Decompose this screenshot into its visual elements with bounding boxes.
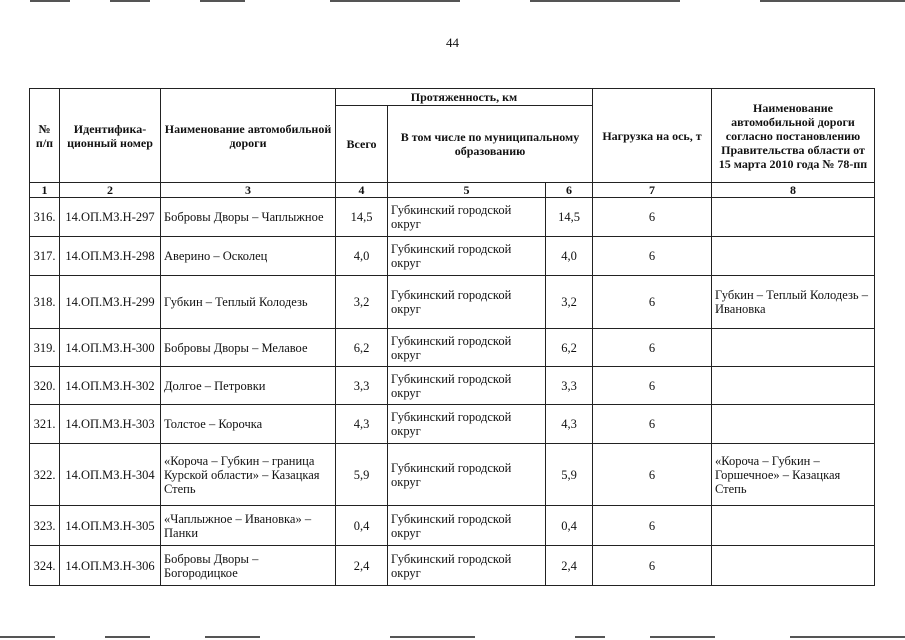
column-number: 7 bbox=[593, 183, 712, 198]
road-name-cell: Губкин – Теплый Колодезь bbox=[161, 276, 336, 329]
header-row bbox=[30, 89, 875, 106]
header-axle-load: Нагрузка на ось, т bbox=[593, 89, 712, 183]
scan-edge-line bbox=[205, 636, 260, 638]
road-name-cell: Бобровы Дворы – Чаплыжное bbox=[161, 198, 336, 237]
decree-name-cell bbox=[712, 329, 875, 367]
municipal-length-cell: 0,4 bbox=[546, 506, 593, 546]
scan-edge-line bbox=[30, 0, 70, 2]
header-decree-name: Наименование автомобильной дороги согласно постановлению Правительства области от 15 марта 2010 года № 78-пп bbox=[712, 89, 875, 183]
header-road-name: Наименование автомобильной дороги bbox=[161, 89, 336, 183]
total-length-cell: 4,3 bbox=[336, 405, 388, 444]
header-identifier: Идентифика-ционный номер bbox=[60, 89, 161, 183]
identifier-cell: 14.ОП.МЗ.Н-298 bbox=[60, 237, 161, 276]
decree-name-cell bbox=[712, 506, 875, 546]
road-name-cell: Бобровы Дворы – Богородицкое bbox=[161, 546, 336, 586]
scan-edge-line bbox=[110, 0, 150, 2]
scan-edge-line bbox=[330, 0, 460, 2]
identifier-cell: 14.ОП.МЗ.Н-297 bbox=[60, 198, 161, 237]
scan-edge-line bbox=[650, 636, 715, 638]
total-length-cell: 4,0 bbox=[336, 237, 388, 276]
total-length-cell: 14,5 bbox=[336, 198, 388, 237]
table-row bbox=[30, 444, 875, 506]
row-number-cell: 324. bbox=[30, 546, 60, 586]
municipal-length-cell: 2,4 bbox=[546, 546, 593, 586]
table-row bbox=[30, 237, 875, 276]
municipal-length-cell: 4,3 bbox=[546, 405, 593, 444]
road-name-cell: Аверино – Осколец bbox=[161, 237, 336, 276]
row-number-cell: 322. bbox=[30, 444, 60, 506]
column-number: 3 bbox=[161, 183, 336, 198]
scan-edge-line bbox=[105, 636, 150, 638]
scan-edge-line bbox=[790, 636, 905, 638]
column-number: 1 bbox=[30, 183, 60, 198]
axle-load-cell: 6 bbox=[593, 405, 712, 444]
axle-load-cell: 6 bbox=[593, 237, 712, 276]
table-row bbox=[30, 506, 875, 546]
table-row bbox=[30, 546, 875, 586]
axle-load-cell: 6 bbox=[593, 198, 712, 237]
scan-edge-line bbox=[575, 636, 605, 638]
road-name-cell: «Чаплыжное – Ивановка» – Панки bbox=[161, 506, 336, 546]
municipal-length-cell: 3,3 bbox=[546, 367, 593, 405]
road-name-cell: «Короча – Губкин – граница Курской области» – Казацкая Степь bbox=[161, 444, 336, 506]
axle-load-cell: 6 bbox=[593, 444, 712, 506]
axle-load-cell: 6 bbox=[593, 329, 712, 367]
column-number: 8 bbox=[712, 183, 875, 198]
scan-edge-line bbox=[530, 0, 680, 2]
municipality-cell: Губкинский городской округ bbox=[388, 276, 546, 329]
identifier-cell: 14.ОП.МЗ.Н-303 bbox=[60, 405, 161, 444]
row-number-cell: 318. bbox=[30, 276, 60, 329]
row-number-cell: 319. bbox=[30, 329, 60, 367]
municipal-length-cell: 6,2 bbox=[546, 329, 593, 367]
decree-name-cell: Губкин – Теплый Колодезь – Ивановка bbox=[712, 276, 875, 329]
roads-table bbox=[29, 88, 875, 586]
decree-name-cell bbox=[712, 367, 875, 405]
axle-load-cell: 6 bbox=[593, 276, 712, 329]
identifier-cell: 14.ОП.МЗ.Н-305 bbox=[60, 506, 161, 546]
municipality-cell: Губкинский городской округ bbox=[388, 405, 546, 444]
total-length-cell: 0,4 bbox=[336, 506, 388, 546]
table-row bbox=[30, 198, 875, 237]
municipality-cell: Губкинский городской округ bbox=[388, 367, 546, 405]
header-total: Всего bbox=[336, 106, 388, 183]
municipality-cell: Губкинский городской округ bbox=[388, 237, 546, 276]
total-length-cell: 6,2 bbox=[336, 329, 388, 367]
municipality-cell: Губкинский городской округ bbox=[388, 329, 546, 367]
identifier-cell: 14.ОП.МЗ.Н-299 bbox=[60, 276, 161, 329]
identifier-cell: 14.ОП.МЗ.Н-300 bbox=[60, 329, 161, 367]
row-number-cell: 321. bbox=[30, 405, 60, 444]
column-number: 6 bbox=[546, 183, 593, 198]
decree-name-cell bbox=[712, 237, 875, 276]
row-number-cell: 320. bbox=[30, 367, 60, 405]
table-row bbox=[30, 329, 875, 367]
column-number: 5 bbox=[388, 183, 546, 198]
road-name-cell: Бобровы Дворы – Мелавое bbox=[161, 329, 336, 367]
scan-edge-line bbox=[200, 0, 245, 2]
total-length-cell: 2,4 bbox=[336, 546, 388, 586]
road-name-cell: Долгое – Петровки bbox=[161, 367, 336, 405]
municipality-cell: Губкинский городской округ bbox=[388, 546, 546, 586]
road-name-cell: Толстое – Корочка bbox=[161, 405, 336, 444]
municipal-length-cell: 3,2 bbox=[546, 276, 593, 329]
total-length-cell: 3,2 bbox=[336, 276, 388, 329]
municipality-cell: Губкинский городской округ bbox=[388, 198, 546, 237]
header-municipal: В том числе по муниципальному образованию bbox=[388, 106, 593, 183]
table-row bbox=[30, 367, 875, 405]
column-number-row bbox=[30, 183, 875, 198]
municipality-cell: Губкинский городской округ bbox=[388, 444, 546, 506]
table-row bbox=[30, 405, 875, 444]
decree-name-cell bbox=[712, 405, 875, 444]
header-row-number: № п/п bbox=[30, 89, 60, 183]
axle-load-cell: 6 bbox=[593, 506, 712, 546]
row-number-cell: 323. bbox=[30, 506, 60, 546]
scan-edge-line bbox=[0, 636, 55, 638]
municipal-length-cell: 4,0 bbox=[546, 237, 593, 276]
table-row bbox=[30, 276, 875, 329]
column-number: 4 bbox=[336, 183, 388, 198]
total-length-cell: 3,3 bbox=[336, 367, 388, 405]
axle-load-cell: 6 bbox=[593, 546, 712, 586]
municipal-length-cell: 5,9 bbox=[546, 444, 593, 506]
decree-name-cell bbox=[712, 198, 875, 237]
page-number: 44 bbox=[446, 35, 459, 50]
decree-name-cell bbox=[712, 546, 875, 586]
row-number-cell: 317. bbox=[30, 237, 60, 276]
row-number-cell: 316. bbox=[30, 198, 60, 237]
scan-edge-line bbox=[760, 0, 905, 2]
header-length-group: Протяженность, км bbox=[336, 89, 593, 106]
identifier-cell: 14.ОП.МЗ.Н-306 bbox=[60, 546, 161, 586]
identifier-cell: 14.ОП.МЗ.Н-302 bbox=[60, 367, 161, 405]
total-length-cell: 5,9 bbox=[336, 444, 388, 506]
scan-edge-line bbox=[390, 636, 475, 638]
municipal-length-cell: 14,5 bbox=[546, 198, 593, 237]
municipality-cell: Губкинский городской округ bbox=[388, 506, 546, 546]
decree-name-cell: «Короча – Губкин – Горшечное» – Казацкая Степь bbox=[712, 444, 875, 506]
column-number: 2 bbox=[60, 183, 161, 198]
axle-load-cell: 6 bbox=[593, 367, 712, 405]
identifier-cell: 14.ОП.МЗ.Н-304 bbox=[60, 444, 161, 506]
